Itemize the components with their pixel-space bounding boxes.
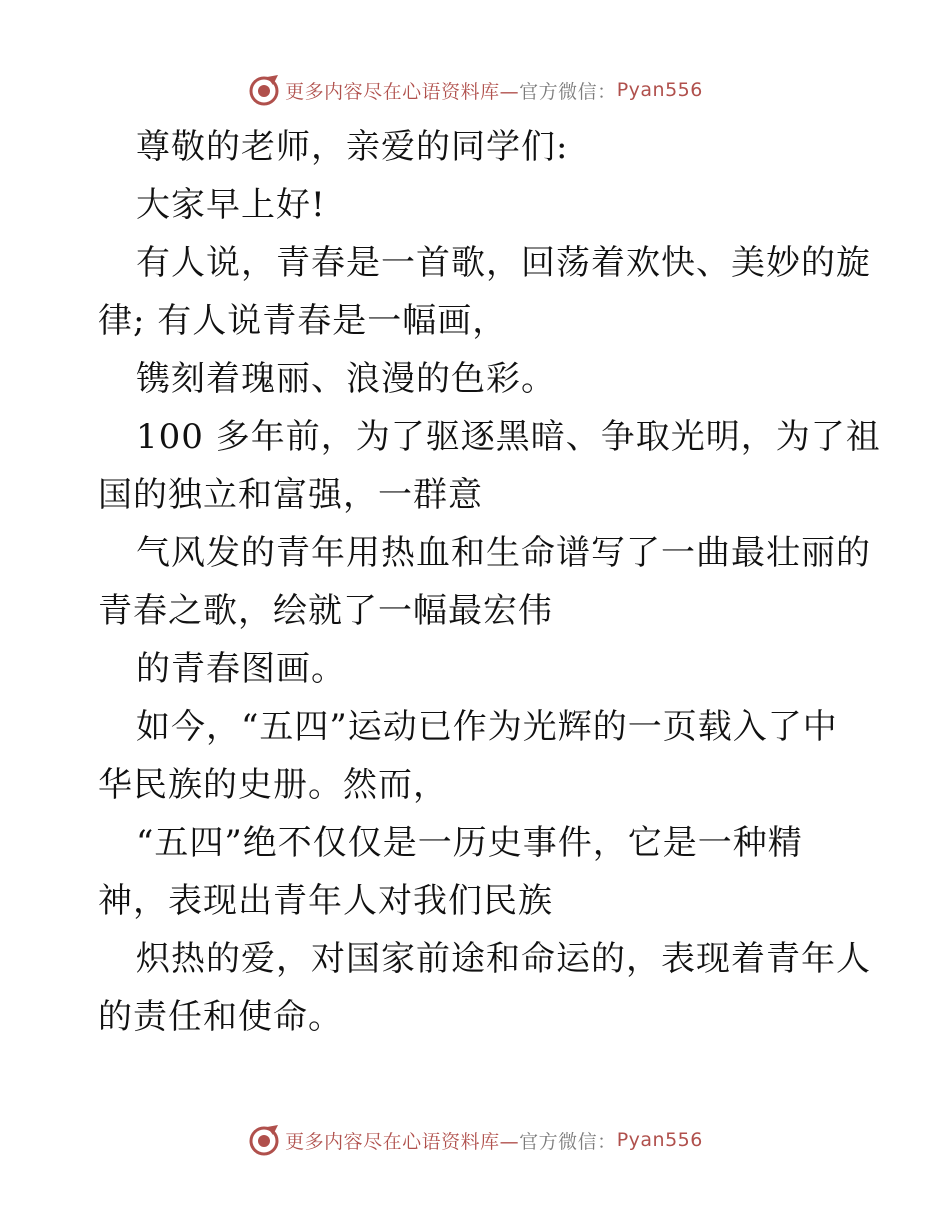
text-line: 青春之歌，绘就了一幅最宏伟 (98, 591, 553, 631)
pen-logo-icon (247, 73, 281, 107)
text-line: 律; 有人说青春是一幅画， (98, 301, 508, 341)
pen-logo-icon (247, 1123, 281, 1157)
text-line: 大家早上好! (136, 185, 326, 225)
speech-body (98, 118, 881, 1046)
text-line: 有人说，青春是一首歌，回荡着欢快、美妙的旋 (136, 243, 871, 283)
text-line: “五四”绝不仅仅是一历史事件，它是一种精 (136, 823, 803, 863)
text-line: 神，表现出青年人对我们民族 (98, 881, 553, 921)
footer-wechat-label: 官方微信： (519, 1130, 617, 1153)
header-wechat-label: 官方微信： (519, 80, 617, 103)
text-line: 国的独立和富强，一群意 (98, 475, 483, 515)
text-line: 的青春图画。 (136, 649, 346, 689)
text-line: 尊敬的老师，亲爱的同学们: (136, 127, 569, 167)
text-line: 如今，“五四”运动已作为光辉的一页载入了中 (136, 707, 838, 747)
text-line: 气风发的青年用热血和生命谱写了一曲最壮丽的 (136, 533, 871, 573)
text-line: 华民族的史册。然而， (98, 765, 448, 805)
footer-banner (0, 1120, 950, 1160)
header-text: 更多内容尽在心语资料库— (285, 80, 520, 103)
header-wechat-id: Pyan556 (616, 79, 703, 101)
header-banner (0, 70, 950, 110)
footer-text: 更多内容尽在心语资料库— (285, 1130, 520, 1153)
text-line: 炽热的爱，对国家前途和命运的，表现着青年人 (136, 939, 871, 979)
text-line: 镌刻着瑰丽、浪漫的色彩。 (136, 359, 556, 399)
text-line: 100 多年前，为了驱逐黑暗、争取光明，为了祖 (136, 417, 881, 457)
text-line: 的责任和使命。 (98, 997, 343, 1037)
footer-wechat-id: Pyan556 (616, 1129, 703, 1151)
